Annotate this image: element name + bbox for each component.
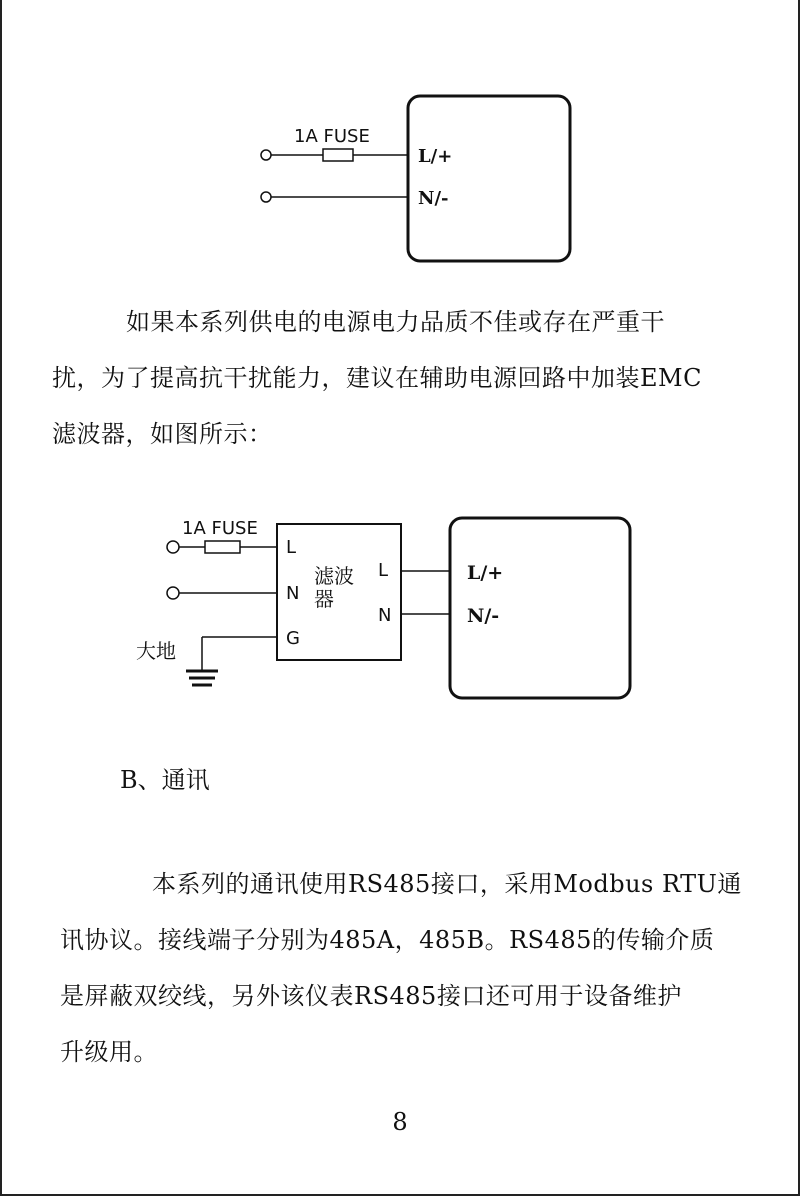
paragraph-line: 升级用。: [60, 1038, 158, 1066]
paragraph-communication: [60, 856, 740, 1080]
ground-icon: [186, 671, 218, 685]
filter-output-l: L: [378, 560, 389, 581]
section-heading: B、通讯: [120, 766, 210, 794]
filter-label-line1: 滤波: [314, 564, 354, 588]
input-terminal-n: [167, 587, 179, 599]
terminal-label-n: N/-: [418, 188, 449, 209]
terminal-label-l: L/+: [418, 146, 453, 167]
input-terminal-n: [261, 192, 271, 202]
paragraph-line: 讯协议。接线端子分别为485A，485B。RS485的传输介质: [60, 926, 715, 954]
paragraph-line: 本系列的通讯使用RS485接口，采用Modbus RTU通: [152, 870, 742, 898]
device-box: [408, 96, 570, 261]
fuse-label: 1A FUSE: [294, 126, 370, 147]
fuse-symbol: [323, 149, 353, 161]
terminal-label-n: N/-: [467, 605, 500, 627]
paragraph-line: 如果本系列供电的电源电力品质不佳或存在严重干: [126, 308, 665, 336]
filter-input-g: G: [286, 628, 300, 649]
terminal-label-l: L/+: [467, 562, 504, 584]
filter-output-n: N: [378, 605, 392, 626]
diagram-basic-wiring: [261, 96, 570, 261]
input-terminal-l: [167, 541, 179, 553]
fuse-symbol: [205, 541, 240, 553]
paragraph-line: 扰，为了提高抗干扰能力，建议在辅助电源回路中加装EMC: [52, 364, 702, 392]
ground-label: 大地: [136, 639, 176, 663]
paragraph-line: 是屏蔽双绞线，另外该仪表RS485接口还可用于设备维护: [60, 982, 682, 1010]
filter-input-l: L: [286, 537, 297, 558]
paragraph-emc-filter: [52, 294, 732, 462]
filter-label-line2: 器: [314, 587, 334, 611]
diagram-emc-filter-wiring: [167, 518, 630, 698]
paragraph-line: 滤波器，如图所示：: [52, 420, 273, 448]
page-number: 8: [392, 1108, 408, 1136]
filter-input-n: N: [286, 583, 300, 604]
input-terminal-l: [261, 150, 271, 160]
fuse-label: 1A FUSE: [182, 518, 258, 539]
